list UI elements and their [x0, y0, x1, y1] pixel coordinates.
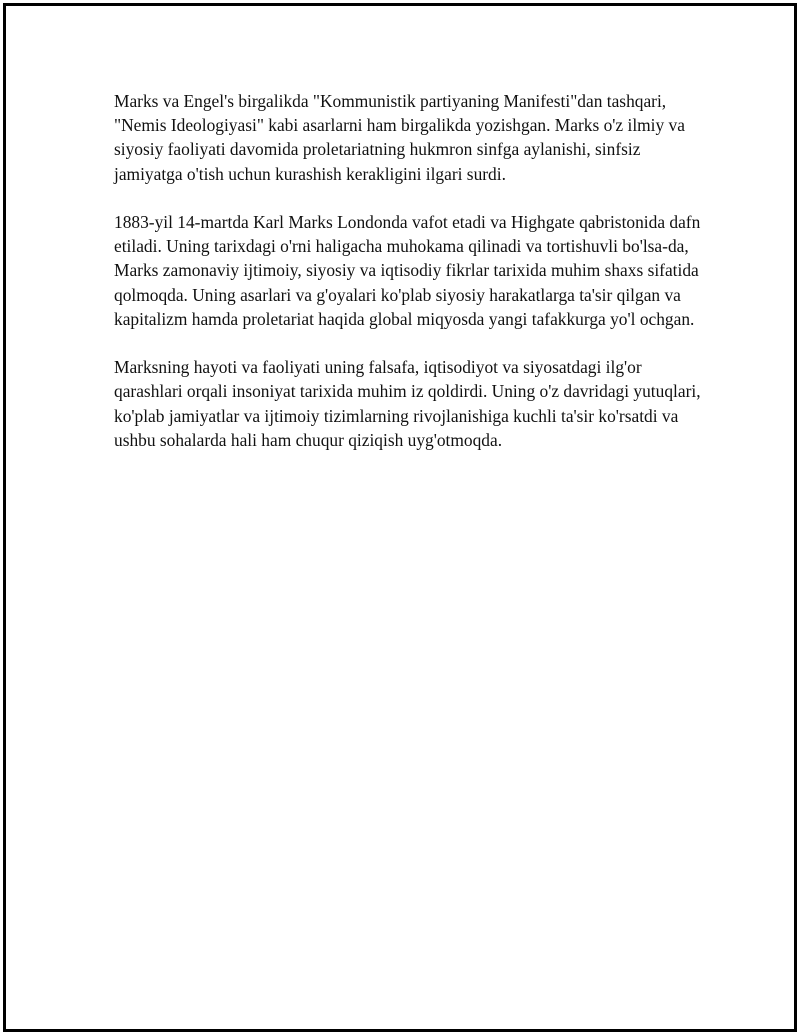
- paragraph: Marks va Engel's birgalikda "Kommunistik partiyaning Manifesti"dan tashqari, "Nemis Ideologiyasi" kabi asarlarni ham birgalikda yozishgan. Marks o'z ilmiy va siyosiy faoliyati davomida proletariatning hukmron sinfga aylanishi, sinfsiz jamiyatga o'tish uchun kurashish kerakligini ilgari surdi.: [114, 91, 685, 184]
- paragraph: Marksning hayoti va faoliyati uning falsafa, iqtisodiyot va siyosatdagi ilg'or qarashlari orqali insoniyat tarixida muhim iz qoldirdi. Uning o'z davridagi yutuqlari, ko'plab jamiyatlar va ijtimoiy tizimlarning rivojlanishiga kuchli ta'sir ko'rsatdi va ushbu sohalarda hali ham chuqur qiziqish uyg'otmoqda.: [114, 357, 701, 450]
- document-body: [114, 89, 704, 452]
- paragraph: 1883-yil 14-martda Karl Marks Londonda vafot etadi va Highgate qabristonida dafn etiladi. Uning tarixdagi o'rni haligacha muhokama qilinadi va tortishuvli bo'lsa-da, Marks zamonaviy ijtimoiy, siyosiy va iqtisodiy fikrlar tarixida muhim shaxs sifatida qolmoqda. Uning asarlari va g'oyalari ko'plab siyosiy harakatlarga ta'sir qilgan va kapitalizm hamda proletariat haqida global miqyosda yangi tafakkurga yo'l ochgan.: [114, 212, 701, 329]
